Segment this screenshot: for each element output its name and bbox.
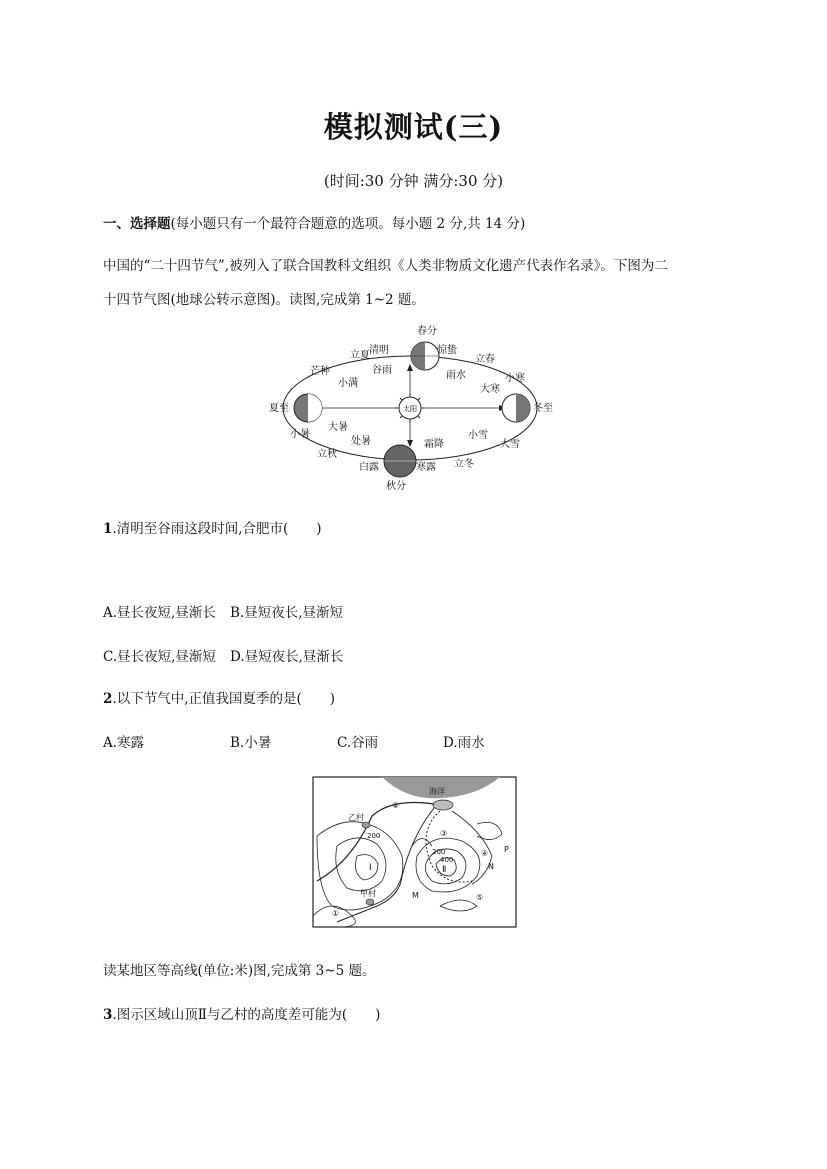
question-2 [103,687,335,707]
term-shuangjiang: 霜降 [424,439,444,450]
label-village-yi: 乙村 [348,813,364,822]
term-bailu: 白露 [359,462,379,473]
term-xiaoman: 小满 [338,378,358,389]
intro-paragraph [103,256,725,324]
q2-option-b: B.小暑 [230,735,272,751]
earth-autumn [384,445,416,477]
term-jingzhe: 惊蛰 [437,345,457,356]
term-daxue: 大雪 [500,439,520,450]
term-lidong: 立冬 [454,459,474,470]
term-yushui: 雨水 [446,370,466,381]
section-label: 一、选择题 [103,216,171,232]
page-title: 模拟测试(三) [323,110,504,144]
term-lixia: 立夏 [350,350,370,361]
term-dahan: 大寒 [480,384,500,395]
page-subtitle: (时间:30 分钟 满分:30 分) [323,172,504,190]
label-p: P [504,845,509,854]
intro-line-1: 中国的“二十四节气”,被列入了联合国教科文组织《人类非物质文化遗产代表作名录》。下图为二 [103,258,668,274]
sun-label: 太阳 [403,405,417,413]
earth-winter [502,394,530,422]
q2-option-c: C.谷雨 [337,735,379,751]
earth-summer [294,394,322,422]
q3-stem: .图示区域山顶Ⅱ与乙村的高度差可能为( [112,1007,348,1023]
village-jia-marker [366,899,374,905]
term-xiaoshu: 小暑 [290,429,310,440]
q1-close: ) [316,521,322,537]
term-lichun: 立春 [475,354,495,365]
q3-intro: 读某地区等高线(单位:米)图,完成第 3~5 题。 [103,963,376,979]
q3-close: ) [375,1007,381,1023]
contour-map [312,776,517,928]
q2-option-a: A.寒露 [103,735,145,751]
q2-option-d: D.雨水 [443,735,485,751]
term-liqiu: 立秋 [317,449,337,460]
label-c200a: 200 [367,832,381,840]
term-dashu: 大暑 [328,422,348,433]
label-peak1: Ⅰ [369,863,372,873]
term-chushu: 处暑 [351,436,371,447]
question-1 [103,517,322,537]
village-yi-marker [362,822,370,828]
sun-icon [395,393,425,423]
term-dongzhi: 冬至 [533,403,553,414]
port-hatch [433,800,453,810]
q1-option-a: A.昼长夜短,昼渐长 [103,605,216,621]
label-n4: ④ [481,849,489,858]
q1-option-b: B.昼短夜长,昼渐短 [230,605,344,621]
label-c200b: 200 [432,848,446,856]
term-xiaohan: 小寒 [505,373,525,384]
sea-label: 海洋 [429,787,445,796]
term-guyu: 谷雨 [372,365,392,376]
q2-stem: .以下节气中,正值我国夏季的是( [112,691,302,707]
label-n2: ② [392,801,400,810]
q3-number: 3 [103,1007,113,1023]
section-note: (每小题只有一个最符合题意的选项。每小题 2 分,共 14 分) [170,216,526,232]
term-chunfen: 春分 [417,326,437,337]
q1-stem: .清明至谷雨这段时间,合肥市( [112,521,289,537]
solar-terms-diagram [260,318,560,498]
q2-number: 2 [103,691,113,707]
question-3 [103,1003,380,1023]
term-xiaoxue: 小雪 [468,430,488,441]
q1-option-c: C.昼长夜短,昼渐短 [103,649,216,665]
term-mangzhong: 芒种 [310,366,330,377]
intro-line-2: 十四节气图(地球公转示意图)。读图,完成第 1~2 题。 [103,292,425,308]
term-qingming: 清明 [369,345,389,356]
label-peak2: Ⅱ [442,865,447,875]
label-n5: ⑤ [476,893,484,902]
term-hanlu: 寒露 [416,462,436,473]
label-m: M [412,891,419,900]
term-xiazhi: 夏至 [269,403,289,414]
label-n: N [488,862,494,871]
label-village-jia: 甲村 [360,889,376,898]
label-n3: ③ [440,829,448,838]
q1-number: 1 [103,521,113,537]
q1-option-d: D.昼短夜长,昼渐长 [230,649,344,665]
q2-close: ) [329,691,336,707]
term-qiufen: 秋分 [386,481,406,492]
earth-spring [411,342,439,370]
label-c400: 400 [440,856,454,864]
label-n1: ① [332,909,340,918]
section-heading [103,212,525,232]
